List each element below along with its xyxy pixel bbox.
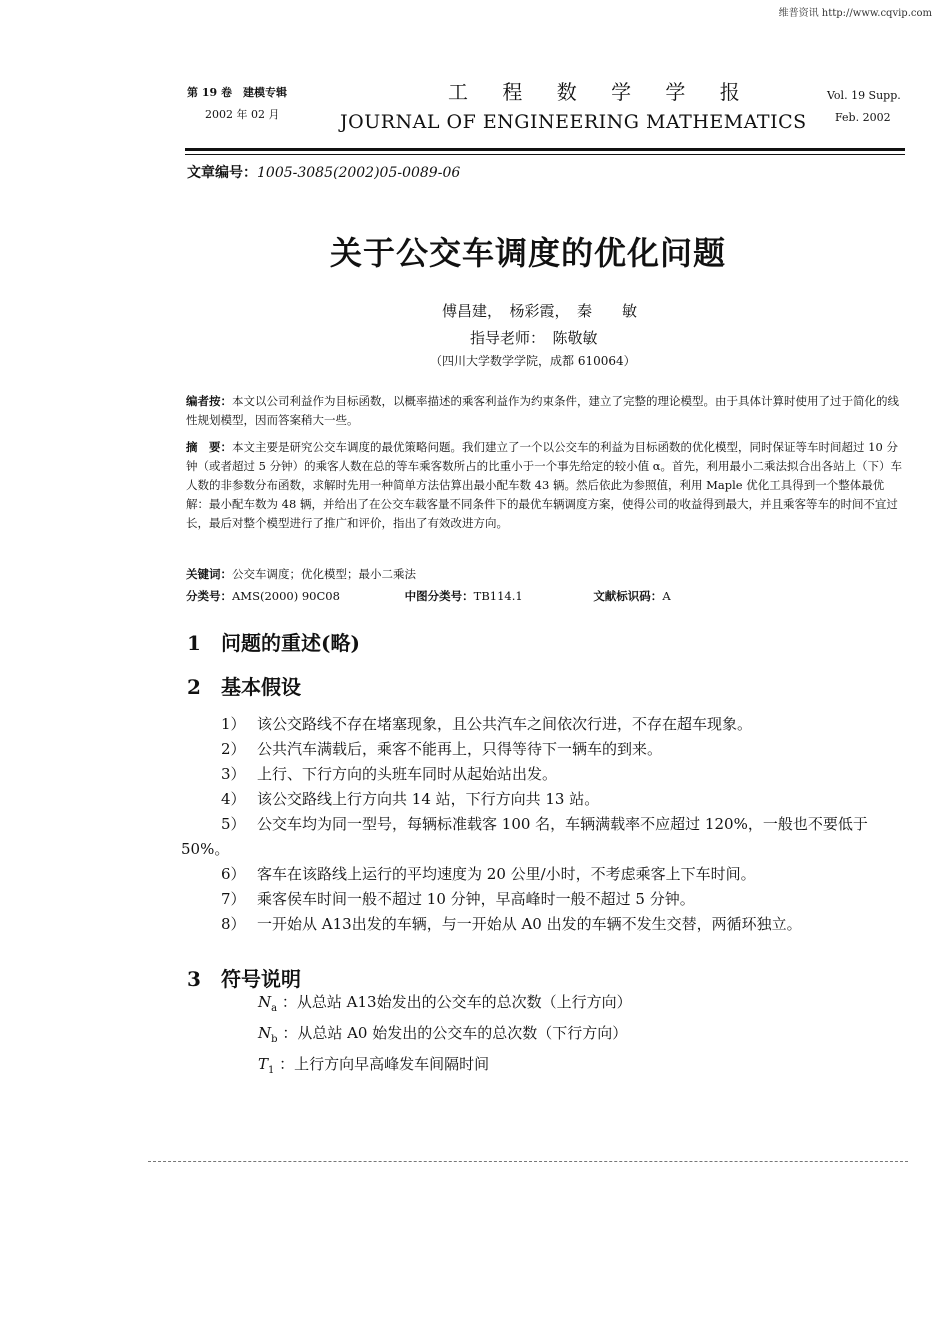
section-number: 1 — [187, 631, 201, 655]
affiliation: （四川大学数学学院，成都 610064） — [430, 354, 636, 368]
list-item — [181, 737, 904, 762]
issue-date-en: Feb. 2002 — [835, 111, 891, 124]
section-number: 3 — [187, 967, 201, 991]
article-number — [187, 162, 460, 182]
item-number: 5） — [221, 815, 246, 833]
volume-en: Vol. 19 Supp. — [827, 89, 901, 102]
list-item — [181, 712, 904, 737]
article-number-value: 1005-3085(2002)05-0089-06 — [257, 165, 461, 181]
item-number: 1） — [221, 715, 246, 733]
section-number: 2 — [187, 675, 201, 699]
section-title: 问题的重述(略) — [221, 631, 360, 655]
watermark: 维普资讯 http://www.cqvip.com — [778, 8, 932, 19]
clc-code: TB114.1 — [473, 589, 523, 603]
item-number: 4） — [221, 790, 246, 808]
header-rule-thin — [185, 154, 905, 155]
volume-issue: 第 19 卷 建模专辑 — [187, 86, 287, 99]
header-rule-thick — [185, 148, 905, 151]
symbol-subscript: 1 — [268, 1065, 275, 1076]
issue-date-cn: 2002 年 02 月 — [205, 108, 280, 121]
symbol: T — [258, 1055, 269, 1073]
item-text: 该公交路线上行方向共 14 站，下行方向共 13 站。 — [257, 790, 600, 808]
article-number-label: 文章编号： — [187, 165, 257, 181]
item-number: 8） — [221, 915, 246, 933]
item-number: 6） — [221, 865, 246, 883]
ams-label: 分类号： — [186, 589, 232, 603]
symbol-item — [258, 1021, 632, 1052]
abstract-label: 摘 要： — [186, 440, 232, 454]
item-text: 乘客侯车时间一般不超过 10 分钟，早高峰时一般不超过 5 分钟。 — [257, 890, 695, 908]
list-item — [181, 887, 904, 912]
item-number: 2） — [221, 740, 246, 758]
section-title: 基本假设 — [221, 675, 301, 699]
section-title: 符号说明 — [221, 967, 301, 991]
item-text: 客车在该路线上运行的平均速度为 20 公里/小时，不考虑乘客上下车时间。 — [257, 865, 756, 883]
item-text: 公交车均为同一型号，每辆标准载客 100 名，车辆满载率不应超过 120%，一般也不要低于 50%。 — [181, 815, 868, 858]
symbol-subscript: a — [271, 1003, 278, 1014]
item-text: 一开始从 A13出发的车辆，与一开始从 A0 出发的车辆不发生交替，两循环独立。 — [257, 915, 802, 933]
item-text: 该公交路线不存在堵塞现象，且公共汽车之间依次行进，不存在超车现象。 — [257, 715, 753, 733]
section-heading — [187, 963, 301, 992]
item-number: 3） — [221, 765, 246, 783]
item-text: 公共汽车满载后，乘客不能再上，只得等待下一辆车的到来。 — [257, 740, 663, 758]
journal-title-en: JOURNAL OF ENGINEERING MATHEMATICS — [340, 111, 807, 133]
clc-label: 中图分类号： — [404, 589, 474, 603]
editor-note-text: 本文以公司利益作为目标函数，以概率描述的乘客利益作为约束条件，建立了完整的理论模型。由于具体计算时使用了过于简化的线性规划模型，因而答案稍大一些。 — [186, 394, 899, 427]
item-text: 上行、下行方向的头班车同时从起始站出发。 — [257, 765, 558, 783]
abstract — [186, 438, 904, 533]
list-item — [181, 762, 904, 787]
item-number: 7） — [221, 890, 246, 908]
footer-rule — [148, 1161, 908, 1163]
symbol: N — [258, 993, 272, 1011]
classification — [186, 587, 904, 606]
editor-note-label: 编者按： — [186, 394, 232, 408]
keywords — [186, 565, 904, 584]
assumption-list — [181, 712, 904, 937]
list-item — [181, 812, 904, 862]
advisor: 指导老师： 陈敬敏 — [470, 329, 598, 347]
symbol-item — [258, 990, 632, 1021]
symbol-list — [258, 990, 632, 1083]
list-item — [181, 787, 904, 812]
symbol-subscript: b — [271, 1034, 278, 1045]
keywords-text: 公交车调度；优化模型；最小二乘法 — [232, 567, 416, 581]
authors: 傅昌建， 杨彩霞， 秦 敏 — [442, 302, 638, 320]
list-item — [181, 912, 904, 937]
journal-title-cn: 工 程 数 学 学 报 — [448, 80, 754, 104]
symbol-item — [258, 1052, 632, 1083]
doc-code-label: 文献标识码： — [593, 589, 663, 603]
symbol-definition: ：从总站 A13始发出的公交车的总次数（上行方向） — [281, 993, 632, 1011]
doc-code: A — [662, 589, 671, 603]
list-item — [181, 862, 904, 887]
symbol-definition: ：从总站 A0 始发出的公交车的总次数（下行方向） — [282, 1024, 628, 1042]
abstract-text: 本文主要是研究公交车调度的最优策略问题。我们建立了一个以公交车的利益为目标函数的优化模型，同时保证等车时间超过 10 分钟（或者超过 5 分钟）的乘客人数在总的等车乘客数所占的比重小于一个事先给定的较小值 α。首先，利用最小二乘法拟合出各站上（下）车人数的非参数分布函数，求解时先用一种简单方法估算出最小配车数 43 辆。然后依此为参照值，利用 Maple 优化工具得到一个整体最优解：最小配车数为 48 辆，并给出了在公交车载客量不同条件下的最优车辆调度方案，使得公司的收益得到最大，并且乘客等车的时间不宜过长，最后对整个模型进行了推广和评价，指出了有效改进方向。 — [186, 440, 903, 530]
editor-note — [186, 392, 904, 430]
symbol: N — [258, 1024, 272, 1042]
section-heading — [187, 671, 301, 700]
keywords-label: 关键词： — [186, 567, 232, 581]
ams-code: AMS(2000) 90C08 — [232, 589, 340, 603]
paper-title: 关于公交车调度的优化问题 — [330, 234, 727, 272]
section-heading — [187, 627, 360, 656]
symbol-definition: ：上行方向早高峰发车间隔时间 — [279, 1055, 490, 1073]
